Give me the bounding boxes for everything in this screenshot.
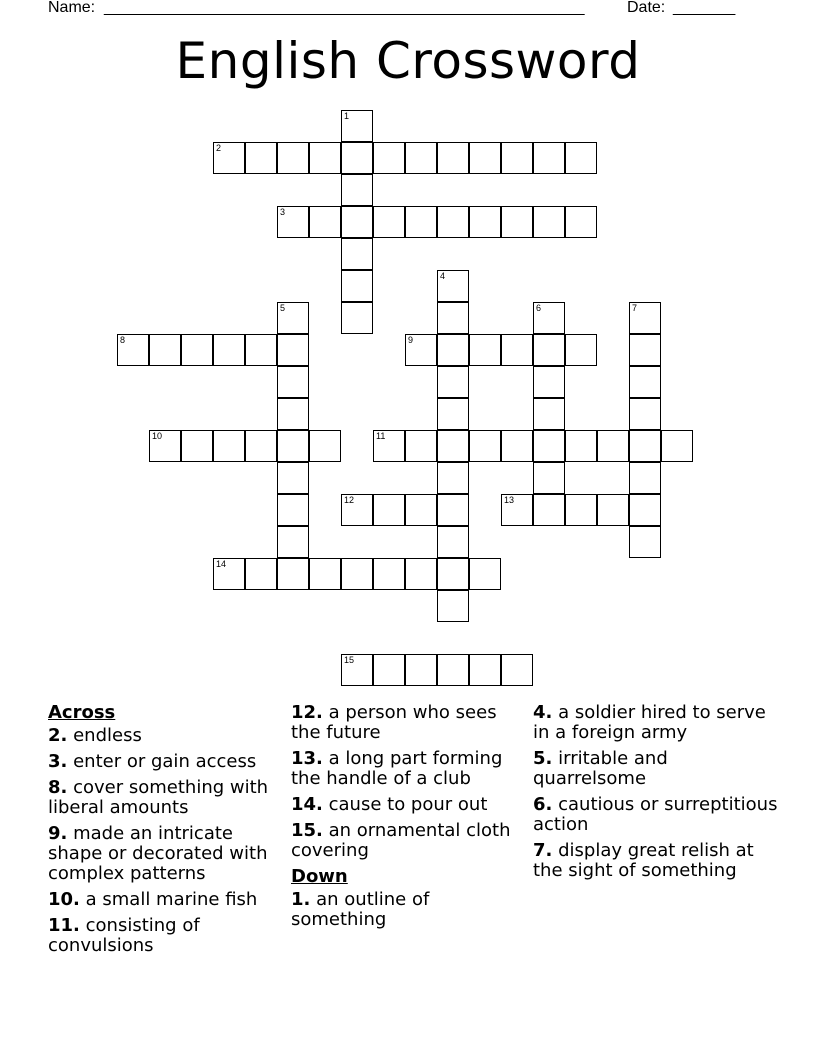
page-title: English Crossword — [175, 32, 641, 90]
crossword-cell[interactable] — [373, 142, 405, 174]
clue-item — [291, 749, 526, 789]
crossword-cell[interactable] — [437, 558, 469, 590]
crossword-cell[interactable] — [437, 526, 469, 558]
crossword-cell[interactable] — [469, 206, 501, 238]
crossword-cell[interactable] — [277, 142, 309, 174]
name-line[interactable]: ______________________________________________________ — [104, 0, 585, 16]
clue-item — [291, 795, 526, 815]
clue-item-number: 14. — [291, 794, 323, 815]
crossword-cell[interactable] — [597, 494, 629, 526]
crossword-cell[interactable] — [373, 206, 405, 238]
clue-number: 11 — [376, 431, 386, 441]
clue-item-number: 5. — [533, 748, 553, 769]
clues-column-3 — [533, 703, 783, 887]
clue-item — [533, 841, 783, 881]
crossword-cell[interactable] — [629, 334, 661, 366]
clue-item — [291, 821, 526, 861]
crossword-cell[interactable] — [341, 494, 373, 526]
crossword-cell[interactable] — [405, 654, 437, 686]
crossword-cell[interactable] — [213, 558, 245, 590]
clue-item — [533, 749, 783, 789]
crossword-cell[interactable] — [437, 270, 469, 302]
crossword-cell[interactable] — [341, 174, 373, 206]
crossword-cell[interactable] — [437, 590, 469, 622]
clues-column-2 — [291, 703, 526, 936]
clue-item-text: cautious or surreptitious action — [533, 794, 778, 835]
crossword-cell[interactable] — [437, 654, 469, 686]
clue-number: 15 — [344, 655, 355, 665]
crossword-cell[interactable] — [277, 430, 309, 462]
crossword-cell[interactable] — [277, 366, 309, 398]
crossword-cell[interactable] — [533, 142, 565, 174]
crossword-cell[interactable] — [277, 206, 309, 238]
date-line[interactable]: _______ — [673, 0, 736, 16]
clue-item-number: 3. — [48, 751, 68, 772]
across-clue-list — [48, 726, 283, 956]
clue-item-number: 13. — [291, 748, 323, 769]
clue-number: 1 — [344, 111, 350, 121]
crossword-cell[interactable] — [437, 366, 469, 398]
clue-item-text: an ornamental cloth covering — [291, 820, 511, 861]
crossword-cell[interactable] — [277, 462, 309, 494]
clue-item-text: a long part forming the handle of a club — [291, 748, 503, 789]
clue-number: 12 — [344, 495, 355, 505]
crossword-cell[interactable] — [213, 142, 245, 174]
crossword-cell[interactable] — [277, 398, 309, 430]
down-clue-list-continued — [533, 703, 783, 881]
crossword-cell[interactable] — [373, 494, 405, 526]
clue-item-text: irritable and quarrelsome — [533, 748, 668, 789]
crossword-cell[interactable] — [469, 334, 501, 366]
crossword-cell[interactable] — [245, 334, 277, 366]
crossword-cell[interactable] — [469, 142, 501, 174]
crossword-cell[interactable] — [277, 558, 309, 590]
crossword-cell[interactable] — [565, 206, 597, 238]
down-clue-list — [291, 890, 526, 930]
crossword-cell[interactable] — [309, 142, 341, 174]
clue-item-number: 6. — [533, 794, 553, 815]
clue-item — [48, 824, 283, 884]
crossword-cell[interactable] — [437, 398, 469, 430]
crossword-cell[interactable] — [277, 334, 309, 366]
crossword-cell[interactable] — [501, 494, 533, 526]
crossword-cell[interactable] — [341, 206, 373, 238]
crossword-cell[interactable] — [245, 430, 277, 462]
crossword-cell[interactable] — [277, 302, 309, 334]
clue-number: 5 — [280, 303, 286, 313]
clue-number: 14 — [216, 559, 227, 569]
clue-item — [291, 703, 526, 743]
crossword-cell[interactable] — [405, 558, 437, 590]
crossword-cell[interactable] — [565, 430, 597, 462]
crossword-cell[interactable] — [437, 142, 469, 174]
clue-number: 10 — [152, 431, 163, 441]
crossword-cell[interactable] — [565, 142, 597, 174]
crossword-cell[interactable] — [437, 302, 469, 334]
clue-item-text: an outline of something — [291, 889, 430, 930]
clue-number: 7 — [632, 303, 638, 313]
clue-item — [291, 890, 526, 930]
crossword-cell[interactable] — [341, 238, 373, 270]
name-label: Name: — [48, 0, 96, 16]
crossword-cell[interactable] — [629, 526, 661, 558]
crossword-cell[interactable] — [501, 142, 533, 174]
crossword-cell[interactable] — [533, 398, 565, 430]
clue-item-number: 2. — [48, 725, 68, 746]
crossword-cell[interactable] — [533, 206, 565, 238]
crossword-cell[interactable] — [469, 558, 501, 590]
crossword-cell[interactable] — [341, 270, 373, 302]
clue-item-number: 7. — [533, 840, 553, 861]
crossword-cell[interactable] — [629, 302, 661, 334]
clue-item-text: a small marine fish — [85, 889, 258, 910]
crossword-cell[interactable] — [501, 654, 533, 686]
crossword-cell[interactable] — [181, 334, 213, 366]
crossword-cell[interactable] — [117, 334, 149, 366]
clue-number: 9 — [408, 335, 414, 345]
clues-column-1 — [48, 703, 283, 962]
crossword-cell[interactable] — [213, 430, 245, 462]
clue-number: 13 — [504, 495, 515, 505]
clue-item-text: a soldier hired to serve in a foreign army — [533, 702, 766, 743]
crossword-cell[interactable] — [533, 462, 565, 494]
crossword-cell[interactable] — [373, 430, 405, 462]
crossword-cell[interactable] — [533, 366, 565, 398]
crossword-cell[interactable] — [405, 334, 437, 366]
clue-number: 3 — [280, 207, 286, 217]
crossword-cell[interactable] — [149, 334, 181, 366]
crossword-cell[interactable] — [533, 494, 565, 526]
clue-item — [48, 916, 283, 956]
crossword-cell[interactable] — [437, 430, 469, 462]
clue-item-number: 4. — [533, 702, 553, 723]
crossword-cell[interactable] — [469, 430, 501, 462]
crossword-cell[interactable] — [437, 494, 469, 526]
crossword-cell[interactable] — [245, 558, 277, 590]
clue-item-text: display great relish at the sight of something — [533, 840, 754, 881]
clue-item-text: made an intricate shape or decorated with complex patterns — [48, 823, 268, 884]
crossword-cell[interactable] — [629, 430, 661, 462]
crossword-cell[interactable] — [277, 494, 309, 526]
clue-item-text: a person who sees the future — [291, 702, 497, 743]
crossword-cell[interactable] — [437, 462, 469, 494]
crossword-cell[interactable] — [501, 430, 533, 462]
crossword-cell[interactable] — [149, 430, 181, 462]
crossword-cell[interactable] — [405, 142, 437, 174]
clue-item-number: 12. — [291, 702, 323, 723]
crossword-cell[interactable] — [181, 430, 213, 462]
clue-item-number: 10. — [48, 889, 80, 910]
clue-item — [48, 778, 283, 818]
crossword-cell[interactable] — [245, 142, 277, 174]
clue-item-text: cover something with liberal amounts — [48, 777, 269, 818]
clue-item — [533, 703, 783, 743]
clue-item — [48, 890, 283, 910]
crossword-cell[interactable] — [501, 206, 533, 238]
clue-number: 6 — [536, 303, 542, 313]
crossword-cell[interactable] — [341, 142, 373, 174]
clue-item — [48, 752, 283, 772]
crossword-cell[interactable] — [533, 430, 565, 462]
clue-item-text: enter or gain access — [73, 751, 257, 772]
crossword-cell[interactable] — [405, 430, 437, 462]
clue-item-number: 9. — [48, 823, 68, 844]
clue-number: 4 — [440, 271, 446, 281]
crossword-cell[interactable] — [341, 654, 373, 686]
date-label: Date: — [627, 0, 666, 16]
across-clue-list-continued — [291, 703, 526, 861]
clue-item-text: consisting of convulsions — [48, 915, 200, 956]
crossword-cell[interactable] — [661, 430, 693, 462]
crossword-cell[interactable] — [341, 558, 373, 590]
crossword-cell[interactable] — [629, 366, 661, 398]
crossword-cell[interactable] — [309, 558, 341, 590]
crossword-cell[interactable] — [597, 430, 629, 462]
crossword-cell[interactable] — [405, 206, 437, 238]
crossword-cell[interactable] — [309, 206, 341, 238]
crossword-cell[interactable] — [629, 462, 661, 494]
clue-item — [533, 795, 783, 835]
crossword-cell[interactable] — [437, 334, 469, 366]
clue-number: 2 — [216, 143, 222, 153]
clue-number: 8 — [120, 335, 126, 345]
down-heading: Down — [291, 866, 348, 887]
crossword-cell[interactable] — [469, 654, 501, 686]
clue-item-number: 1. — [291, 889, 311, 910]
clue-item-number: 8. — [48, 777, 68, 798]
crossword-cell[interactable] — [341, 110, 373, 142]
crossword-cell[interactable] — [373, 654, 405, 686]
clue-item-number: 11. — [48, 915, 80, 936]
crossword-cell[interactable] — [565, 334, 597, 366]
across-heading: Across — [48, 702, 116, 723]
crossword-cell[interactable] — [405, 494, 437, 526]
crossword-cell[interactable] — [309, 430, 341, 462]
clue-item-number: 15. — [291, 820, 323, 841]
clue-item-text: cause to pour out — [328, 794, 488, 815]
crossword-cell[interactable] — [629, 398, 661, 430]
crossword-cell[interactable] — [501, 334, 533, 366]
crossword-cell[interactable] — [341, 302, 373, 334]
crossword-cell[interactable] — [533, 334, 565, 366]
crossword-cell[interactable] — [213, 334, 245, 366]
crossword-cell[interactable] — [277, 526, 309, 558]
crossword-cell[interactable] — [373, 558, 405, 590]
clue-item — [48, 726, 283, 746]
clue-item-text: endless — [73, 725, 142, 746]
crossword-cell[interactable] — [565, 494, 597, 526]
crossword-cell[interactable] — [629, 494, 661, 526]
crossword-cell[interactable] — [437, 206, 469, 238]
crossword-cell[interactable] — [533, 302, 565, 334]
